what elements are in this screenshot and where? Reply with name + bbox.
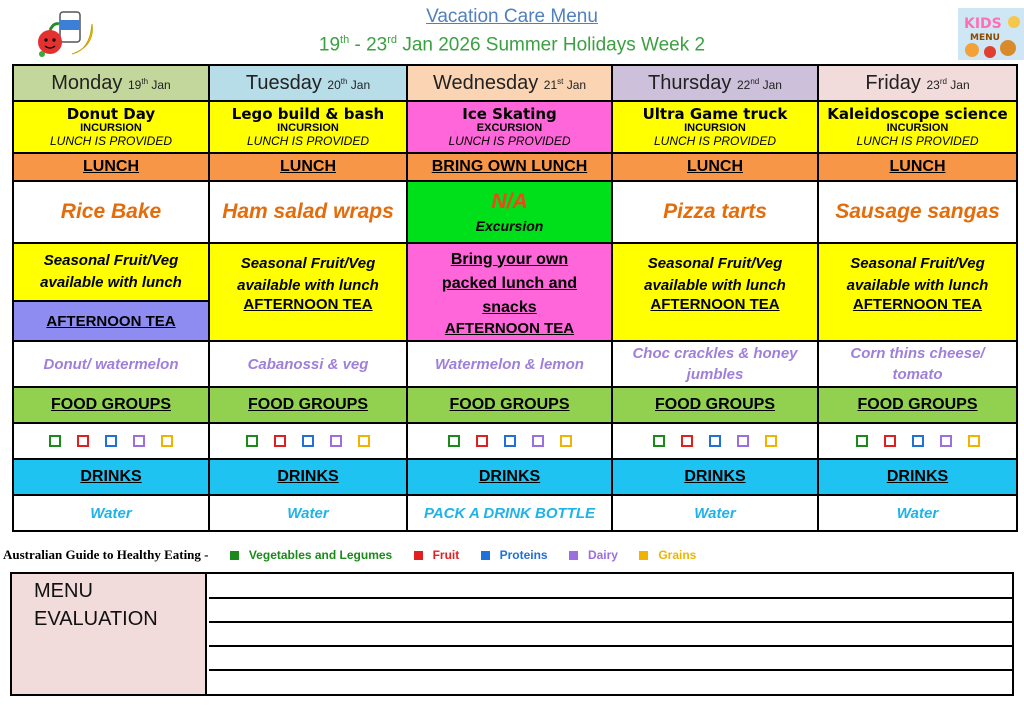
weekly-menu-table xyxy=(12,64,1018,532)
grains-checkbox[interactable] xyxy=(765,435,777,447)
dairy-checkbox[interactable] xyxy=(940,435,952,447)
fruit-checkbox[interactable] xyxy=(884,435,896,447)
drinks-header-thursday: DRINKS xyxy=(612,459,818,495)
vegetables-checkbox[interactable] xyxy=(49,435,61,447)
drinks-header-monday: DRINKS xyxy=(13,459,209,495)
proteins-checkbox[interactable] xyxy=(105,435,117,447)
vegetables-checkbox[interactable] xyxy=(448,435,460,447)
legend-item-grains: Grains xyxy=(639,548,696,562)
afternoon-tea-wednesday: Watermelon & lemon xyxy=(407,341,612,387)
legend-item-vegetables: Vegetables and Legumes xyxy=(230,548,392,562)
menu-evaluation-label: MENU EVALUATION xyxy=(12,574,207,694)
drink-wednesday: PACK A DRINK BOTTLE xyxy=(407,495,612,531)
lunch-header-tuesday: LUNCH xyxy=(209,153,407,181)
meal-monday: Rice Bake xyxy=(13,181,209,243)
activity-friday: Kaleidoscope science INCURSION LUNCH IS PROVIDED xyxy=(818,101,1017,153)
fruit-friday: Seasonal Fruit/Veg available with lunch AFTERNOON TEA xyxy=(818,243,1017,341)
lunch-header-thursday: LUNCH xyxy=(612,153,818,181)
food-groups-header-monday: FOOD GROUPS xyxy=(13,387,209,423)
svg-text:KIDS: KIDS xyxy=(964,16,1002,32)
proteins-checkbox[interactable] xyxy=(302,435,314,447)
afternoon-tea-thursday: Choc crackles & honey jumbles xyxy=(612,341,818,387)
dairy-checkbox[interactable] xyxy=(737,435,749,447)
food-group-legend xyxy=(3,547,1013,565)
afternoon-tea-header-monday: AFTERNOON TEA xyxy=(14,300,208,340)
menu-evaluation-box xyxy=(10,572,1014,696)
food-group-checkboxes-thursday xyxy=(612,423,818,459)
afternoon-tea-tuesday: Cabanossi & veg xyxy=(209,341,407,387)
meal-thursday: Pizza tarts xyxy=(612,181,818,243)
lunch-header-wednesday: BRING OWN LUNCH xyxy=(407,153,612,181)
menu-subtitle: 19th - 23rd Jan 2026 Summer Holidays Week 2 xyxy=(318,34,706,56)
food-groups-header-wednesday: FOOD GROUPS xyxy=(407,387,612,423)
lunch-header-friday: LUNCH xyxy=(818,153,1017,181)
afternoon-tea-friday: Corn thins cheese/ tomato xyxy=(818,341,1017,387)
evaluation-line xyxy=(209,645,1012,647)
vegetables-checkbox[interactable] xyxy=(856,435,868,447)
kids-menu-logo xyxy=(958,8,1024,60)
legend-item-dairy: Dairy xyxy=(569,548,618,562)
proteins-checkbox[interactable] xyxy=(709,435,721,447)
lunch-header-monday: LUNCH xyxy=(13,153,209,181)
meal-friday: Sausage sangas xyxy=(818,181,1017,243)
food-group-checkboxes-friday xyxy=(818,423,1017,459)
meal-wednesday: N/A Excursion xyxy=(407,181,612,243)
grains-checkbox[interactable] xyxy=(560,435,572,447)
food-group-checkboxes-monday xyxy=(13,423,209,459)
grains-checkbox[interactable] xyxy=(968,435,980,447)
food-groups-header-thursday: FOOD GROUPS xyxy=(612,387,818,423)
activity-wednesday: Ice Skating EXCURSION LUNCH IS PROVIDED xyxy=(407,101,612,153)
fruit-wednesday: Bring your own packed lunch and snacks AFTERNOON TEA xyxy=(407,243,612,341)
meal-tuesday: Ham salad wraps xyxy=(209,181,407,243)
menu-title: Vacation Care Menu xyxy=(426,6,598,27)
svg-text:MENU: MENU xyxy=(970,33,1000,43)
vegetables-checkbox[interactable] xyxy=(246,435,258,447)
drink-friday: Water xyxy=(818,495,1017,531)
dairy-checkbox[interactable] xyxy=(532,435,544,447)
legend-label: Australian Guide to Healthy Eating - xyxy=(3,547,209,562)
drinks-header-tuesday: DRINKS xyxy=(209,459,407,495)
afternoon-tea-monday: Donut/ watermelon xyxy=(13,341,209,387)
drink-tuesday: Water xyxy=(209,495,407,531)
activity-thursday: Ultra Game truck INCURSION LUNCH IS PROVIDED xyxy=(612,101,818,153)
drink-monday: Water xyxy=(13,495,209,531)
dairy-checkbox[interactable] xyxy=(330,435,342,447)
dairy-checkbox[interactable] xyxy=(133,435,145,447)
fruit-tuesday: Seasonal Fruit/Veg available with lunch AFTERNOON TEA xyxy=(209,243,407,341)
activity-monday: Donut Day INCURSION LUNCH IS PROVIDED xyxy=(13,101,209,153)
fruit-monday: Seasonal Fruit/Veg available with lunch AFTERNOON TEA xyxy=(13,243,209,341)
day-header-wednesday: Wednesday 21st Jan xyxy=(407,65,612,101)
food-group-checkboxes-tuesday xyxy=(209,423,407,459)
evaluation-line xyxy=(209,597,1012,599)
evaluation-line xyxy=(209,621,1012,623)
drinks-header-wednesday: DRINKS xyxy=(407,459,612,495)
legend-item-proteins: Proteins xyxy=(481,548,548,562)
healthy-food-logo xyxy=(34,10,96,58)
day-header-tuesday: Tuesday 20th Jan xyxy=(209,65,407,101)
fruit-checkbox[interactable] xyxy=(274,435,286,447)
day-header-friday: Friday 23rd Jan xyxy=(818,65,1017,101)
evaluation-line xyxy=(209,669,1012,671)
food-group-checkboxes-wednesday xyxy=(407,423,612,459)
activity-tuesday: Lego build & bash INCURSION LUNCH IS PROVIDED xyxy=(209,101,407,153)
fruit-checkbox[interactable] xyxy=(681,435,693,447)
vegetables-checkbox[interactable] xyxy=(653,435,665,447)
grains-checkbox[interactable] xyxy=(161,435,173,447)
food-groups-header-friday: FOOD GROUPS xyxy=(818,387,1017,423)
fruit-checkbox[interactable] xyxy=(476,435,488,447)
grains-checkbox[interactable] xyxy=(358,435,370,447)
legend-item-fruit: Fruit xyxy=(414,548,460,562)
proteins-checkbox[interactable] xyxy=(504,435,516,447)
drinks-header-friday: DRINKS xyxy=(818,459,1017,495)
food-groups-header-tuesday: FOOD GROUPS xyxy=(209,387,407,423)
proteins-checkbox[interactable] xyxy=(912,435,924,447)
day-header-thursday: Thursday 22nd Jan xyxy=(612,65,818,101)
fruit-checkbox[interactable] xyxy=(77,435,89,447)
fruit-thursday: Seasonal Fruit/Veg available with lunch AFTERNOON TEA xyxy=(612,243,818,341)
day-header-monday: Monday 19th Jan xyxy=(13,65,209,101)
drink-thursday: Water xyxy=(612,495,818,531)
